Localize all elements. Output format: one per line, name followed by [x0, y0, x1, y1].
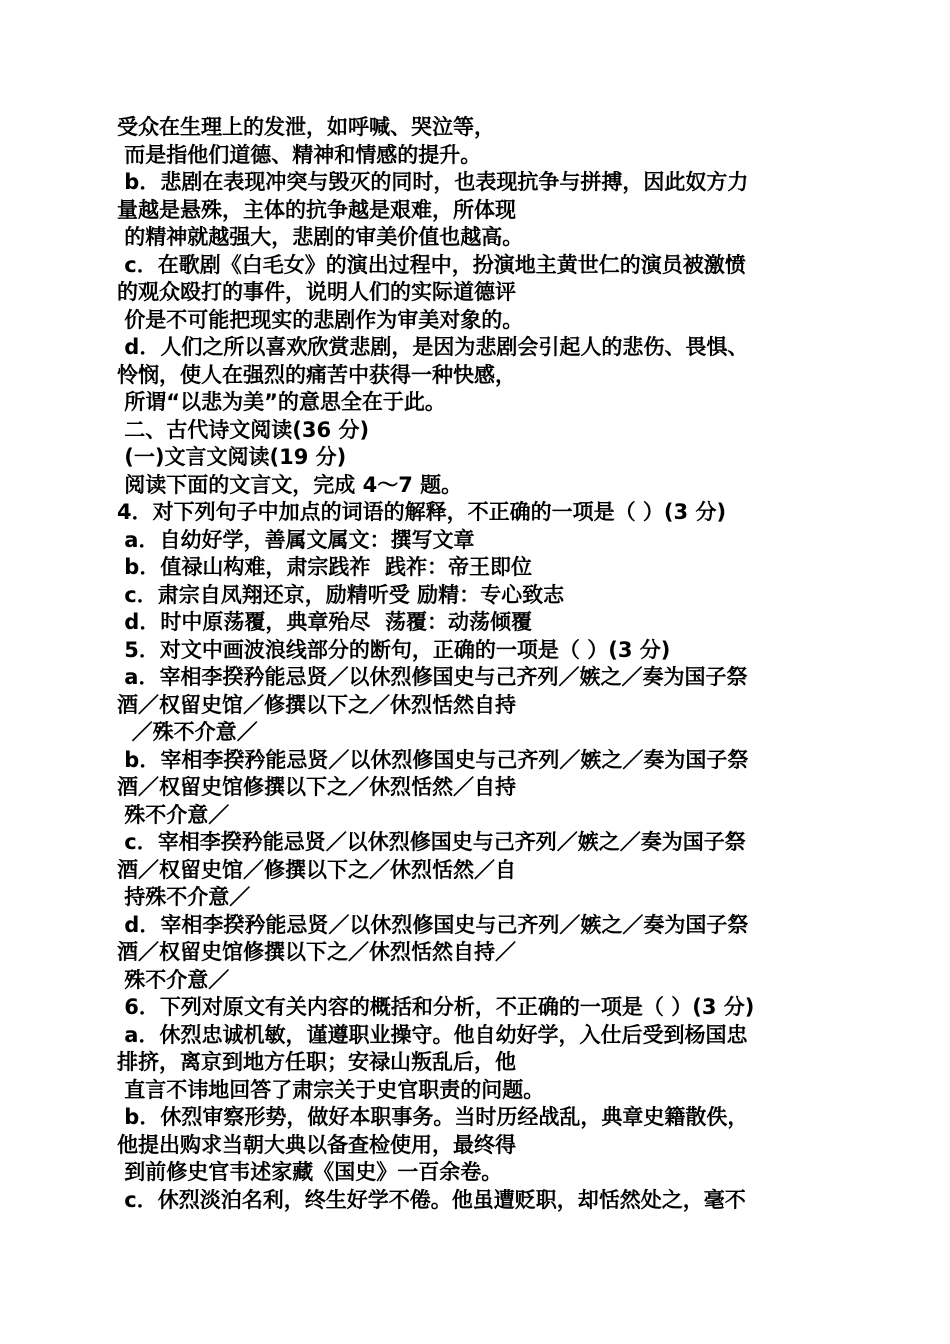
text-line: c．肃宗自凤翔还京，励精听受 励精：专心致志 [117, 582, 565, 607]
text-line: 价是不可能把现实的悲剧作为审美对象的。 [117, 307, 524, 332]
text-line: 酒／权留史馆／修撰以下之／休烈恬然自持 [117, 692, 516, 717]
text-line: (一)文言文阅读(19 分) [117, 445, 347, 469]
text-line: b．宰相李揆矜能忌贤／以休烈修国史与己齐列／嫉之／奏为国子祭 [117, 747, 749, 772]
text-line: 殊不介意／ [117, 967, 230, 992]
text-line: d．宰相李揆矜能忌贤／以休烈修国史与己齐列／嫉之／奏为国子祭 [117, 912, 749, 937]
text-line: d．时中原荡覆，典章殆尽 荡覆：动荡倾覆 [117, 610, 532, 634]
text-line: c．休烈淡泊名利，终生好学不倦。他虽遭贬职，却恬然处之，毫不 [117, 1187, 746, 1212]
text-line: 而是指他们道德、精神和情感的提升。 [117, 142, 482, 167]
text-line: c．宰相李揆矜能忌贤／以休烈修国史与己齐列／嫉之／奏为国子祭 [117, 830, 746, 854]
text-line: 酒／权留史馆修撰以下之／休烈恬然自持／ [117, 940, 516, 964]
text-line: a．宰相李揆矜能忌贤／以休烈修国史与己齐列／嫉之／奏为国子祭 [117, 665, 748, 689]
text-line: 殊不介意／ [117, 802, 230, 827]
text-line: 排挤，离京到地方任职；安禄山叛乱后，他 [117, 1050, 516, 1074]
text-line: 怜悯，使人在强烈的痛苦中获得一种快感， [117, 362, 516, 387]
document-body [117, 114, 847, 1214]
text-line: 持殊不介意／ [117, 885, 251, 909]
text-line: 所谓“以悲为美”的意思全在于此。 [117, 390, 446, 414]
text-line: 量越是悬殊，主体的抗争越是艰难，所体现 [117, 197, 516, 222]
text-line: a．休烈忠诚机敏，谨遵职业操守。他自幼好学，入仕后受到杨国忠 [117, 1022, 748, 1047]
text-line: d．人们之所以喜欢欣赏悲剧，是因为悲剧会引起人的悲伤、畏惧、 [117, 335, 749, 359]
text-line: 4．对下列句子中加点的词语的解释，不正确的一项是（ ）(3 分) [117, 500, 727, 524]
text-line: 5．对文中画波浪线部分的断句，正确的一项是（ ）(3 分) [117, 637, 671, 662]
text-line: ／殊不介意／ [117, 720, 258, 744]
text-line: 到前修史官韦述家藏《国史》一百余卷。 [117, 1160, 503, 1184]
text-line: a．自幼好学，善属文属文：撰写文章 [117, 527, 475, 552]
text-line: b．悲剧在表现冲突与毁灭的同时，也表现抗争与拼搏，因此奴方力 [117, 170, 749, 194]
text-line: 受众在生理上的发泄，如呼喊、哭泣等， [117, 115, 495, 139]
text-line: 二、古代诗文阅读(36 分) [117, 417, 370, 442]
text-line: b．休烈审察形势，做好本职事务。当时历经战乱，典章史籍散佚， [117, 1105, 749, 1129]
text-line: b．值禄山构难，肃宗践祚 践祚：帝王即位 [117, 555, 532, 579]
text-line: 直言不讳地回答了肃宗关于史官职责的问题。 [117, 1077, 545, 1102]
text-line: 酒／权留史馆修撰以下之／休烈恬然／自持 [117, 775, 516, 799]
text-line: c．在歌剧《白毛女》的演出过程中，扮演地主黄世仁的演员被激愤 [117, 252, 746, 277]
text-line: 的观众殴打的事件，说明人们的实际道德评 [117, 280, 516, 304]
text-line: 的精神就越强大，悲剧的审美价值也越高。 [117, 225, 524, 249]
text-line: 酒／权留史馆／修撰以下之／休烈恬然／自 [117, 857, 516, 882]
text-line: 他提出购求当朝大典以备查检使用，最终得 [117, 1132, 516, 1157]
text-line: 阅读下面的文言文，完成 4～7 题。 [117, 472, 463, 497]
text-line: 6．下列对原文有关内容的概括和分析，不正确的一项是（ ）(3 分) [117, 995, 755, 1019]
